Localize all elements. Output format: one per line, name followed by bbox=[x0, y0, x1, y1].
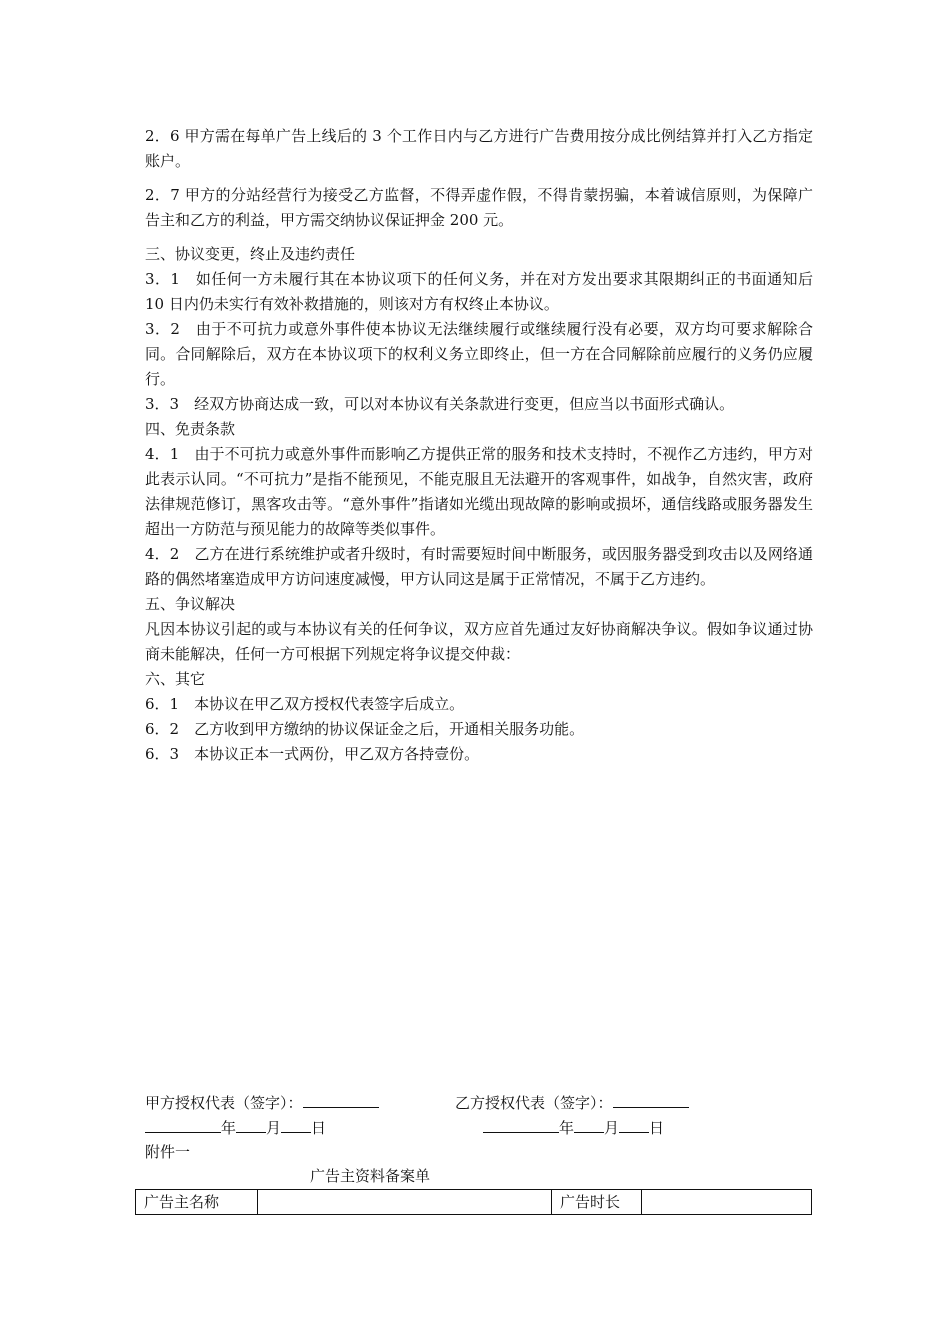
party-b-signature-blank bbox=[613, 1090, 689, 1108]
month-blank bbox=[236, 1115, 266, 1133]
party-a-signature bbox=[145, 1094, 379, 1112]
section-5-heading: 五、争议解决 bbox=[145, 595, 236, 613]
attachment-label: 附件一 bbox=[145, 1143, 191, 1161]
form-title: 广告主资料备案单 bbox=[310, 1167, 431, 1185]
section-4-heading: 四、免责条款 bbox=[145, 420, 236, 438]
ad-duration-label: 广告时长 bbox=[552, 1190, 642, 1215]
advertiser-form-table bbox=[135, 1189, 812, 1215]
party-a-signature-blank bbox=[303, 1090, 379, 1108]
clause-4-2: 4．2 乙方在进行系统维护或者升级时，有时需要短时间中断服务，或因服务器受到攻击以及网络通路的偶然堵塞造成甲方访问速度减慢，甲方认同这是属于正常情况，不属于乙方违约。 bbox=[145, 545, 813, 588]
year-label: 年 bbox=[221, 1119, 237, 1137]
date-row bbox=[145, 1115, 825, 1140]
table-row bbox=[136, 1190, 812, 1215]
year-blank bbox=[145, 1115, 221, 1133]
clause-4-1: 4．1 由于不可抗力或意外事件而影响乙方提供正常的服务和技术支持时，不视作乙方违约，甲方对此表示认同。“不可抗力”是指不能预见，不能克服且无法避开的客观事件，如战争，自然灾害，政府法律规范修订，黑客攻击等。“意外事件”指诸如光缆出现故障的影响或损坏，通信线路或服务器发生超出一方防范与预见能力的故障等类似事件。 bbox=[145, 445, 813, 538]
party-b-date bbox=[483, 1115, 664, 1141]
year-blank bbox=[483, 1115, 559, 1133]
section-6-heading: 六、其它 bbox=[145, 670, 206, 688]
day-label: 日 bbox=[311, 1119, 327, 1137]
signature-block bbox=[145, 1090, 825, 1165]
day-blank bbox=[619, 1115, 649, 1133]
clause-6-1: 6．1 本协议在甲乙双方授权代表签字后成立。 bbox=[145, 695, 465, 713]
party-a-label: 甲方授权代表（签字）： bbox=[145, 1094, 303, 1112]
day-blank bbox=[281, 1115, 311, 1133]
agreement-body bbox=[145, 124, 813, 767]
month-blank bbox=[574, 1115, 604, 1133]
section-3-heading: 三、协议变更，终止及违约责任 bbox=[145, 245, 356, 263]
party-a-date bbox=[145, 1119, 326, 1137]
party-b-signature bbox=[455, 1090, 689, 1116]
year-label: 年 bbox=[559, 1119, 575, 1137]
clause-6-2: 6．2 乙方收到甲方缴纳的协议保证金之后，开通相关服务功能。 bbox=[145, 720, 585, 738]
clause-3-2: 3．2 由于不可抗力或意外事件使本协议无法继续履行或继续履行没有必要，双方均可要求解除合同。合同解除后，双方在本协议项下的权利义务立即终止，但一方在合同解除前应履行的义务仍应履行。 bbox=[145, 320, 813, 388]
clause-3-3: 3．3 经双方协商达成一致，可以对本协议有关条款进行变更，但应当以书面形式确认。 bbox=[145, 395, 735, 413]
clause-2-6: 2．6 甲方需在每单广告上线后的 3 个工作日内与乙方进行广告费用按分成比例结算并打入乙方指定账户。 bbox=[145, 127, 813, 170]
signature-row bbox=[145, 1090, 825, 1115]
month-label: 月 bbox=[266, 1119, 282, 1137]
party-b-label: 乙方授权代表（签字）： bbox=[455, 1094, 613, 1112]
advertiser-name-label: 广告主名称 bbox=[136, 1190, 258, 1215]
advertiser-name-value-cell[interactable] bbox=[258, 1190, 552, 1215]
clause-3-1: 3．1 如任何一方未履行其在本协议项下的任何义务，并在对方发出要求其限期纠正的书面通知后 10 日内仍未实行有效补救措施的，则该对方有权终止本协议。 bbox=[145, 270, 813, 313]
clause-2-7: 2．7 甲方的分站经营行为接受乙方监督，不得弄虚作假，不得肯蒙拐骗，本着诚信原则，为保障广告主和乙方的利益，甲方需交纳协议保证押金 200 元。 bbox=[145, 186, 813, 229]
clause-6-3: 6．3 本协议正本一式两份，甲乙双方各持壹份。 bbox=[145, 745, 480, 763]
month-label: 月 bbox=[604, 1119, 620, 1137]
clause-5-text: 凡因本协议引起的或与本协议有关的任何争议，双方应首先通过友好协商解决争议。假如争议通过协商未能解决，任何一方可根据下列规定将争议提交仲裁： bbox=[145, 620, 813, 663]
ad-duration-value-cell[interactable] bbox=[642, 1190, 812, 1215]
day-label: 日 bbox=[649, 1119, 665, 1137]
